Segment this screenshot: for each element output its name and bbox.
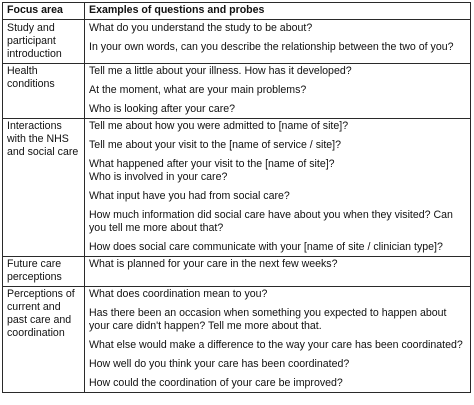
question-text: At the moment, what are your main problems? (89, 84, 307, 96)
question-text: What does coordination mean to you? (89, 288, 268, 300)
focus-area-cell (3, 20, 85, 64)
focus-area-label: Study and participant introduction (7, 22, 62, 60)
focus-area-cell (3, 257, 85, 287)
question-text: Who is looking after your care? (89, 103, 236, 115)
focus-area-label: Perceptions of current and past care and coordination (7, 288, 75, 339)
questions-table (2, 2, 471, 393)
question-text: Has there been an occasion when something you expected to happen about your care didn't happen? Tell me more about that. (89, 307, 447, 332)
focus-area-label: Future care perceptions (7, 258, 62, 283)
table-row (3, 64, 471, 119)
table-row (3, 119, 471, 257)
questions-cell (85, 119, 471, 257)
questions-cell (85, 287, 471, 393)
questions-cell (85, 257, 471, 287)
question-text: Tell me about your visit to the [name of service / site]? (89, 139, 342, 151)
focus-area-label: Health conditions (7, 65, 55, 90)
question-text: What input have you had from social care? (89, 190, 290, 202)
focus-area-cell (3, 287, 85, 393)
focus-area-label: Interactions with the NHS and social care (7, 120, 79, 158)
focus-area-cell (3, 119, 85, 257)
question-text: What happened after your visit to the [name of site]? Who is involved in your care? (89, 158, 335, 183)
header-questions: Examples of questions and probes (85, 3, 471, 20)
question-text: How does social care communicate with your [name of site / clinician type]? (89, 241, 443, 253)
question-text: In your own words, can you describe the relationship between the two of you? (89, 41, 454, 53)
focus-area-cell (3, 64, 85, 119)
table-row (3, 20, 471, 64)
question-text: Tell me about how you were admitted to [name of site]? (89, 120, 349, 132)
question-text: How could the coordination of your care be improved? (89, 377, 343, 389)
questions-cell (85, 64, 471, 119)
question-text: How well do you think your care has been coordinated? (89, 358, 350, 370)
question-text: What else would make a difference to the way your care has been coordinated? (89, 339, 463, 351)
header-row (3, 3, 471, 20)
header-focus-area: Focus area (3, 3, 85, 20)
table-row (3, 257, 471, 287)
table-row (3, 287, 471, 393)
questions-cell (85, 20, 471, 64)
question-text: Tell me a little about your illness. How has it developed? (89, 65, 352, 77)
question-text: What do you understand the study to be about? (89, 22, 313, 34)
question-text: What is planned for your care in the next few weeks? (89, 258, 338, 270)
question-text: How much information did social care have about you when they visited? Can you tell me more about that? (89, 209, 453, 234)
